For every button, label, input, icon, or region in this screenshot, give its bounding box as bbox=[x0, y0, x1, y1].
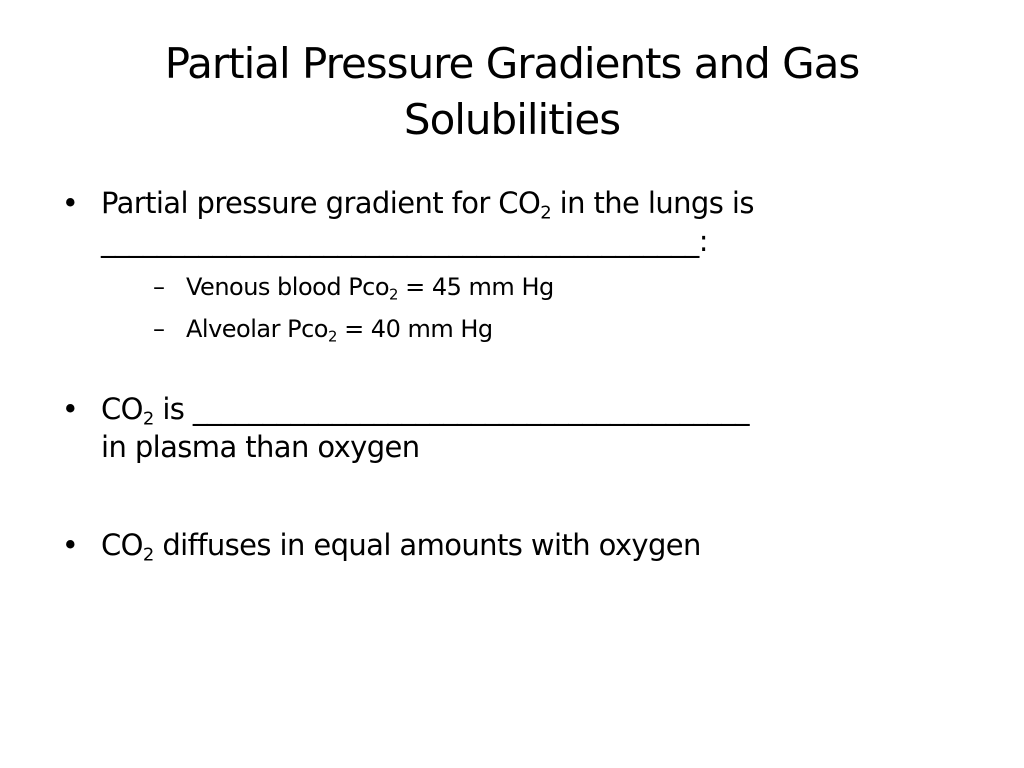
bullet-text-continuation: in plasma than oxygen bbox=[101, 430, 420, 464]
sub-bullet-text: Venous blood Pco bbox=[186, 273, 390, 301]
bullet-text: in the lungs is bbox=[551, 186, 754, 220]
subscript: 2 bbox=[327, 327, 337, 346]
bullet-co2-gradient bbox=[60, 184, 980, 346]
bullet-dot-icon: • bbox=[61, 392, 79, 426]
bullet-text: Partial pressure gradient for CO bbox=[101, 186, 541, 220]
slide-body bbox=[60, 184, 980, 564]
bullet-dot-icon: • bbox=[61, 528, 79, 562]
sub-bullet-venous bbox=[101, 270, 980, 304]
subscript: 2 bbox=[540, 202, 552, 224]
bullet-text: CO bbox=[101, 392, 143, 426]
subscript: 2 bbox=[142, 544, 154, 566]
dash-icon: – bbox=[153, 273, 165, 301]
sub-bullet-text: = 40 mm Hg bbox=[336, 315, 493, 343]
bullet-text-line bbox=[101, 526, 980, 564]
bullet-text: CO bbox=[101, 528, 143, 562]
sub-bullet-text: = 45 mm Hg bbox=[398, 273, 554, 301]
bullet-text-line bbox=[101, 390, 980, 428]
slide-title: Partial Pressure Gradients and Gas Solubilities bbox=[164, 39, 860, 144]
bullet-text: diffuses in equal amounts with oxygen bbox=[153, 528, 701, 562]
dash-icon: – bbox=[153, 315, 165, 343]
subscript: 2 bbox=[142, 408, 154, 430]
bullet-co2-solubility bbox=[60, 390, 980, 466]
sub-bullet-text: Alveolar Pco bbox=[186, 315, 328, 343]
sub-bullet-list bbox=[101, 270, 980, 346]
bullet-text-line bbox=[101, 184, 980, 222]
bullet-dot-icon: • bbox=[61, 186, 79, 220]
sub-bullet-alveolar bbox=[101, 312, 980, 346]
blank-line: ___________________________________________: bbox=[101, 224, 708, 258]
subscript: 2 bbox=[389, 285, 399, 304]
bullet-co2-diffusion bbox=[60, 526, 980, 564]
bullet-text: is ________________________________________ bbox=[153, 392, 749, 426]
